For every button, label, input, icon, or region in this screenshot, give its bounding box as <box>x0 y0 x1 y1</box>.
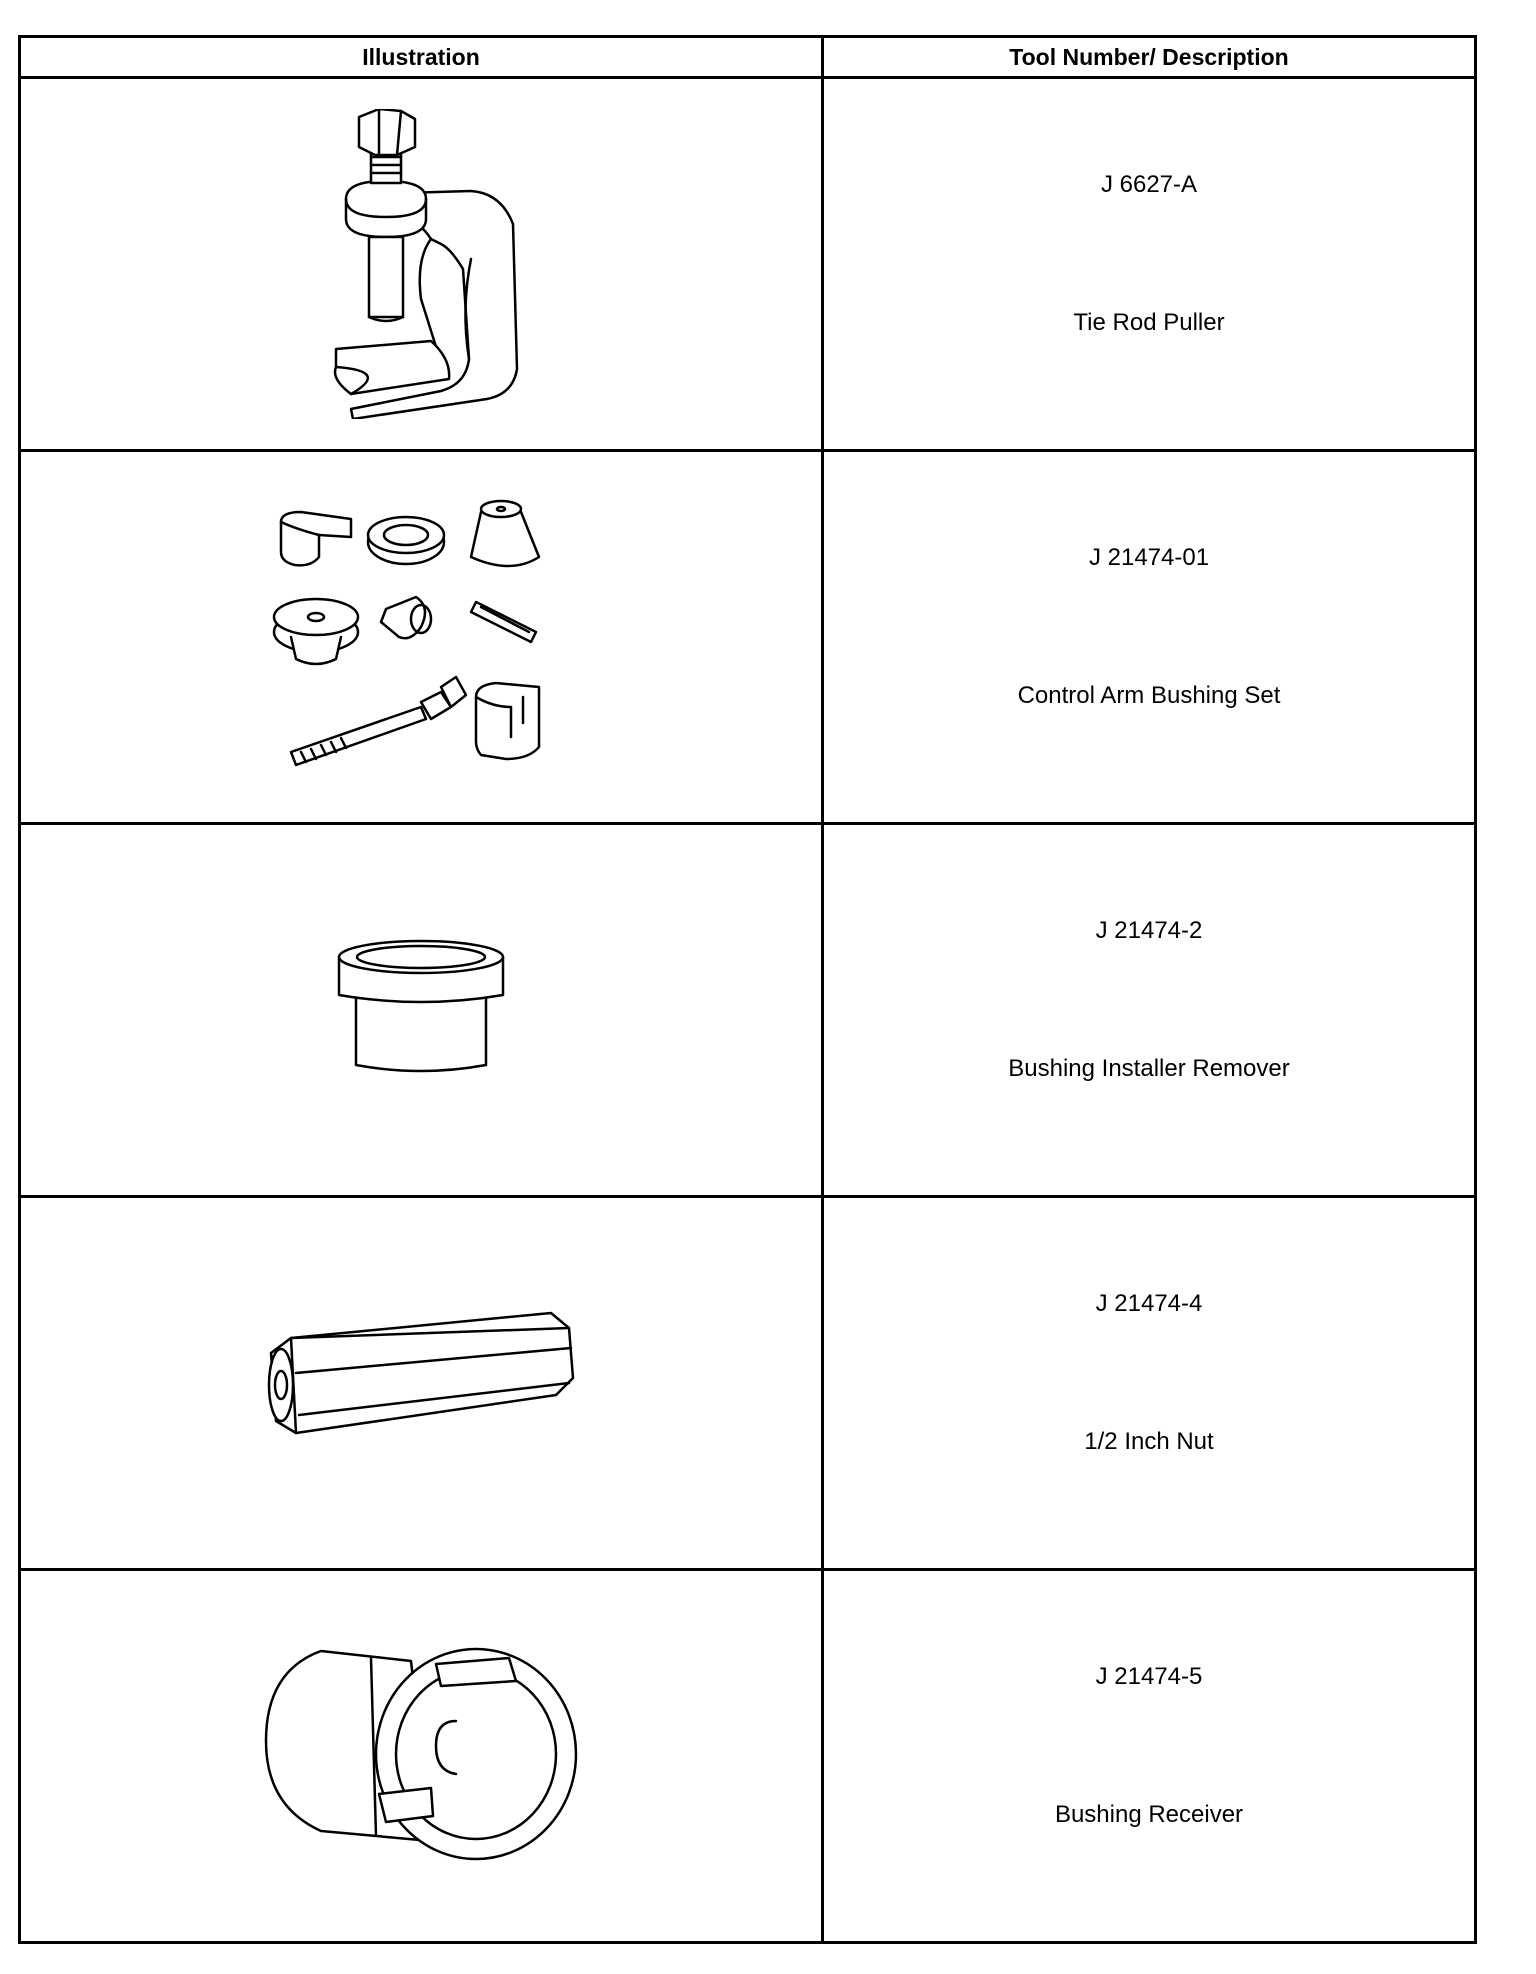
illustration-cell <box>20 1570 823 1943</box>
tool-info-cell <box>823 78 1476 451</box>
illustration-cell <box>20 78 823 451</box>
hex-nut-illustration <box>251 1303 591 1463</box>
tool-info-cell <box>823 824 1476 1197</box>
bushing-receiver-illustration <box>261 1636 581 1876</box>
tool-number: J 21474-4 <box>1095 1290 1203 1317</box>
bushing-installer-illustration <box>331 935 511 1085</box>
tool-number: J 21474-01 <box>1088 544 1210 571</box>
tool-number: J 6627-A <box>1100 171 1198 198</box>
table-header-row <box>20 37 1476 78</box>
tool-number: J 21474-5 <box>1095 1663 1203 1690</box>
bushing-set-illustration <box>271 497 571 777</box>
tool-info-cell <box>823 451 1476 824</box>
tool-info-cell <box>823 1570 1476 1943</box>
special-tools-table <box>18 35 1477 1944</box>
table-row <box>20 824 1476 1197</box>
table-row <box>20 451 1476 824</box>
tie-rod-puller-illustration <box>291 109 551 419</box>
table-row <box>20 1570 1476 1943</box>
header-tool-description: Tool Number/ Description <box>823 37 1476 78</box>
table-row <box>20 78 1476 451</box>
tool-info-cell <box>823 1197 1476 1570</box>
illustration-cell <box>20 451 823 824</box>
tool-description: Tie Rod Puller <box>1073 309 1225 336</box>
header-illustration: Illustration <box>20 37 823 78</box>
tool-description: Bushing Receiver <box>1054 1801 1244 1828</box>
table-row <box>20 1197 1476 1570</box>
tool-description: Bushing Installer Remover <box>1008 1055 1290 1082</box>
tool-number: J 21474-2 <box>1095 917 1203 944</box>
tool-description: 1/2 Inch Nut <box>1084 1428 1214 1455</box>
illustration-cell <box>20 1197 823 1570</box>
tool-description: Control Arm Bushing Set <box>1017 682 1281 709</box>
illustration-cell <box>20 824 823 1197</box>
